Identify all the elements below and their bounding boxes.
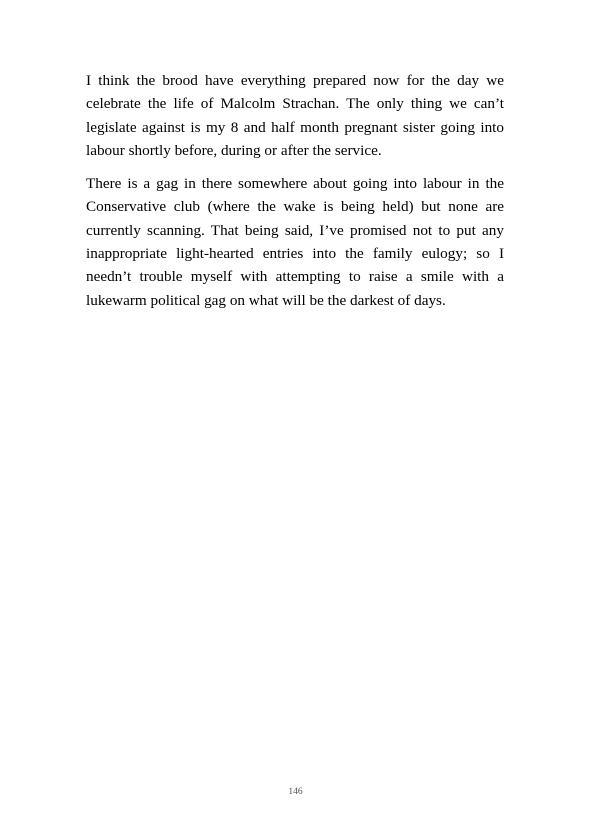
paragraph-1: I think the brood have everything prepared now for the day we celebrate the life of Malcolm Strachan. The only thing we can’t legislate against is my 8 and half month pregnant sister going into labour shortly before, during or after the service. <box>86 72 504 159</box>
page-number: 146 <box>288 787 303 797</box>
paragraph-2: There is a gag in there somewhere about going into labour in the Conservative club (where the wake is being held) but none are currently scanning. That being said, I’ve promised not to put any inappropriate light-hearted entries into the family eulogy; so I needn’t trouble myself with attempting to raise a smile with a lukewarm political gag on what will be the darkest of days. <box>86 175 504 309</box>
body-text <box>86 69 504 312</box>
